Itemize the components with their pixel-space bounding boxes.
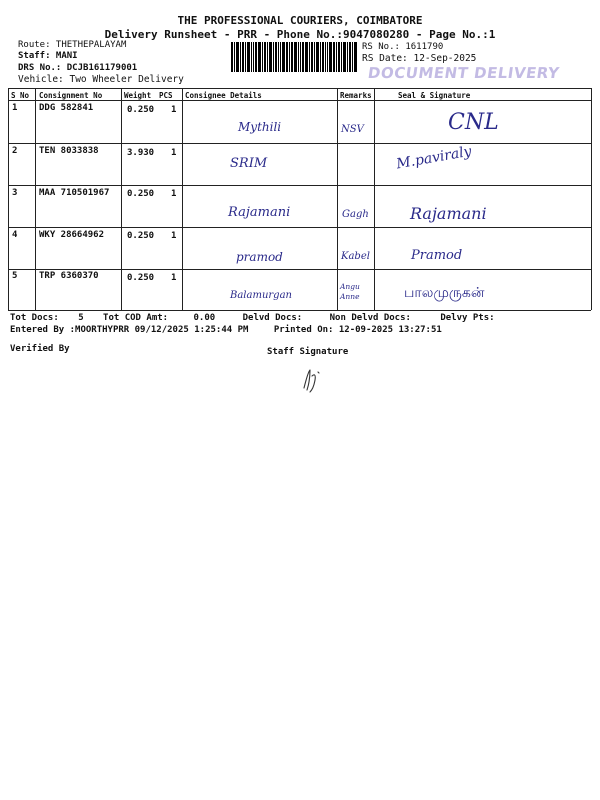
non-delvd-docs-label: Non Delvd Docs: [329, 313, 411, 323]
printed-on: Printed On: 12-09-2025 13:27:51 [273, 325, 442, 335]
row5-consignee-signature: Balamurgan [230, 290, 292, 301]
col-header-sno: S No [11, 91, 30, 100]
col-header-seal: Seal & Signature [398, 91, 471, 100]
row1-pcs: 1 [171, 105, 177, 115]
document-delivery-stamp: DOCUMENT DELIVERY [366, 64, 561, 82]
row4-pcs: 1 [171, 231, 177, 241]
row4-consignment: WKY 28664962 [39, 230, 105, 240]
row3-pcs: 1 [171, 189, 177, 199]
row2-consignee-signature: SRIM [230, 156, 268, 171]
row2-weight: 3.930 [127, 148, 155, 158]
row3-remarks: Gagh [342, 209, 369, 220]
row5-consignment: TRP 6360370 [39, 271, 99, 281]
tot-docs-value: 5 [78, 313, 84, 323]
rs-no-label: RS No.: 1611790 [362, 42, 444, 52]
entered-by: Entered By :MOORTHYPRR 09/12/2025 1:25:44 PM [10, 325, 249, 335]
row5-seal-signature: பாலமுருகன் [404, 285, 485, 301]
col-header-remarks: Remarks [340, 91, 372, 100]
row5-remarks: Angu Anne [340, 282, 360, 301]
row2-seal-signature: M.paviraly [395, 143, 473, 173]
row2-consignment: TEN 8033838 [39, 146, 99, 156]
row4-seal-signature: Pramod [411, 248, 463, 263]
row1-consignment: DDG 582841 [39, 103, 94, 113]
row3-seal-signature: Rajamani [410, 204, 487, 223]
row4-consignee-signature: pramod [236, 250, 283, 264]
row2-sno: 2 [12, 146, 18, 156]
verified-by-label: Verified By [10, 344, 70, 354]
runsheet-table [8, 88, 591, 310]
delvd-docs-label: Delvd Docs: [242, 313, 303, 323]
barcode [231, 42, 358, 72]
col-header-weight: Weight [124, 91, 152, 100]
row1-seal-signature: CNL [448, 110, 499, 135]
col-header-pcs: PCS [159, 91, 173, 100]
col-header-consignment: Consignment No [39, 91, 103, 100]
row4-weight: 0.250 [127, 231, 155, 241]
row5-pcs: 1 [171, 273, 177, 283]
row4-sno: 4 [12, 230, 18, 240]
totals-line [10, 313, 495, 323]
row3-weight: 0.250 [127, 189, 155, 199]
row1-weight: 0.250 [127, 105, 155, 115]
row1-sno: 1 [12, 103, 18, 113]
runsheet-subtitle: Delivery Runsheet - PRR - Phone No.:9047080280 - Page No.:1 [104, 28, 496, 41]
col-header-consignee: Consignee Details [185, 91, 262, 100]
route-label: Route: THETHEPALAYAM [18, 40, 127, 50]
row1-remarks: NSV [341, 124, 364, 135]
tot-docs-label: Tot Docs: [10, 313, 59, 323]
staff-signature-label: Staff Signature [267, 347, 349, 357]
vehicle-label: Vehicle: Two Wheeler Delivery [18, 74, 184, 85]
row2-pcs: 1 [171, 148, 177, 158]
rs-date-label: RS Date: 12-Sep-2025 [362, 53, 477, 64]
company-title: THE PROFESSIONAL COURIERS, COIMBATORE [177, 14, 423, 27]
staff-signature-mark [298, 366, 328, 394]
row1-consignee-signature: Mythili [238, 120, 282, 134]
row5-sno: 5 [12, 271, 18, 281]
tot-cod-label: Tot COD Amt: [103, 313, 169, 323]
row3-consignment: MAA 710501967 [39, 188, 110, 198]
delvy-pts-label: Delvy Pts: [440, 313, 495, 323]
row3-sno: 3 [12, 188, 18, 198]
staff-label: Staff: MANI [18, 51, 78, 61]
row5-weight: 0.250 [127, 273, 155, 283]
drs-no-label: DRS No.: DCJB161179001 [18, 63, 138, 73]
entry-line [10, 325, 442, 335]
tot-cod-value: 0.00 [193, 313, 216, 323]
row3-consignee-signature: Rajamani [228, 205, 291, 220]
row4-remarks: Kabel [341, 251, 370, 262]
